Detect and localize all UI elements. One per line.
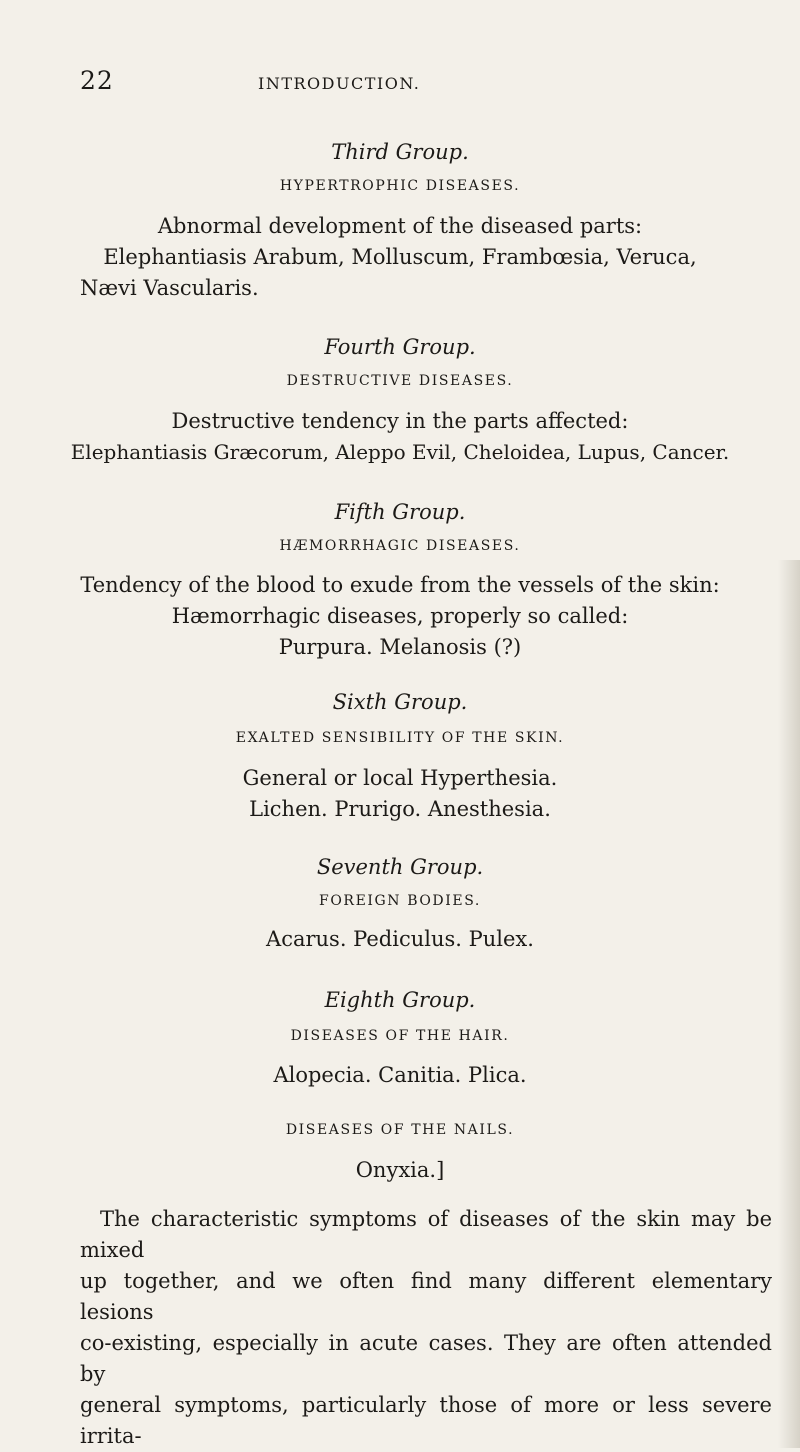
group-line: Lichen. Prurigo. Anesthesia. (249, 797, 551, 821)
group-subtitle: FOREIGN BODIES. (319, 893, 481, 909)
group-line: Destructive tendency in the parts affected: (171, 409, 629, 433)
group-subtitle: DISEASES OF THE NAILS. (285, 1122, 515, 1138)
group-title: Eighth Group. (324, 988, 476, 1012)
paragraph-line: The characteristic symptoms of diseases of the skin may be mixed (80, 1207, 772, 1262)
body-paragraph (80, 1204, 772, 1452)
page-number: 22 (80, 66, 114, 95)
group-line: Purpura. Melanosis (?) (278, 635, 522, 659)
group-subtitle: HYPERTROPHIC DISEASES. (279, 178, 521, 194)
group-subtitle: EXALTED SENSIBILITY OF THE SKIN. (235, 730, 565, 746)
group-subtitle: DESTRUCTIVE DISEASES. (286, 373, 514, 389)
paragraph-line: up together, and we often find many different elementary lesions (80, 1269, 772, 1324)
running-title: INTRODUCTION. (258, 74, 421, 93)
running-header (0, 66, 800, 106)
paragraph-line: general symptoms, particularly those of more or less severe irrita- (80, 1393, 772, 1448)
group-line: Elephantiasis Arabum, Molluscum, Frambœsia, Veruca, (103, 245, 697, 269)
group-title: Sixth Group. (332, 690, 468, 714)
group-title: Fifth Group. (334, 500, 466, 524)
group-line: Nævi Vascularis. (80, 276, 259, 300)
group-line: Acarus. Pediculus. Pulex. (266, 927, 534, 951)
group-line: Elephantiasis Græcorum, Aleppo Evil, Cheloidea, Lupus, Cancer. (70, 440, 730, 464)
group-line: Tendency of the blood to exude from the vessels of the skin: (80, 573, 720, 597)
group-line: Onyxia.] (355, 1158, 445, 1182)
group-title: Third Group. (331, 140, 469, 164)
group-subtitle: DISEASES OF THE HAIR. (290, 1028, 510, 1044)
group-line: Abnormal development of the diseased parts: (157, 214, 643, 238)
group-title: Fourth Group. (324, 335, 476, 359)
paragraph-line: co-existing, especially in acute cases. They are often attended by (80, 1331, 772, 1386)
group-line: General or local Hyperthesia. (242, 766, 558, 790)
group-subtitle: HÆMORRHAGIC DISEASES. (279, 538, 521, 554)
group-title: Seventh Group. (316, 855, 484, 879)
group-line: Alopecia. Canitia. Plica. (273, 1063, 527, 1087)
group-line: Hæmorrhagic diseases, properly so called: (171, 604, 629, 628)
